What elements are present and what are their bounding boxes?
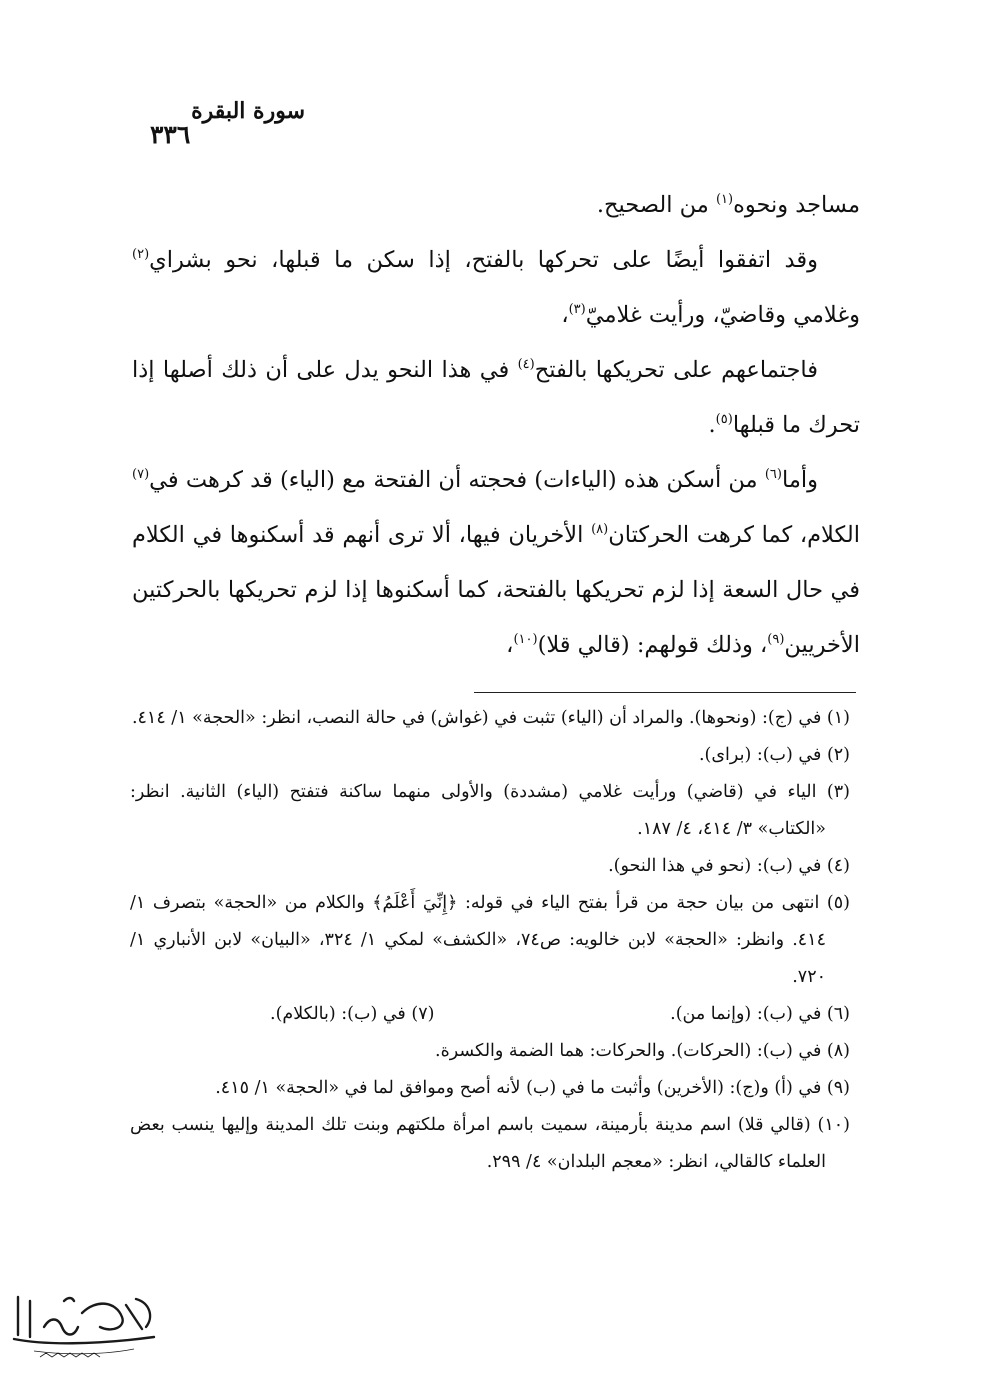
footnote-9: (٩) في (أ) و(ج): (الأخرين) وأثبت ما في (ب) لأنه أصح وموافق لما في «الحجة» ١/ ٤١٥. <box>215 1078 850 1098</box>
footnote-10: (١٠) (قالي قلا) اسم مدينة بأرمينة، سميت باسم امرأة ملكتهم وبنت تلك المدينة وإليها ينسب بعض العلماء كالقالي، انظر: «معجم البلدان» ٤/ ٢٩٩. <box>130 1115 850 1172</box>
text-run: وأما <box>781 467 818 493</box>
text-run: في هذا النحو يدل على أن ذلك أصلها إذا تحرك ما قبلها <box>132 357 860 438</box>
paragraph-2 <box>132 233 860 343</box>
footnote-7: (٧) في (ب): (بالكلام). <box>270 1004 435 1024</box>
footnote-ref: (٦) <box>764 467 782 482</box>
main-text <box>132 178 860 673</box>
footnote-ref: (٨) <box>591 522 609 537</box>
text-run: ، <box>506 632 514 658</box>
page-number: ٣٣٦ <box>150 120 191 149</box>
footnote-3: (٣) الياء في (قاضي) ورأيت غلامي (مشددة) والأولى منهما ساكنة فتفتح (الياء) الثانية. انظر: «الكتاب» ٣/ ٤١٤، ٤/ ١٨٧. <box>130 782 850 839</box>
footnote-2: (٢) في (ب): (براى). <box>698 745 850 765</box>
text-run: فاجتماعهم على تحريكها بالفتح <box>534 357 819 383</box>
page-header <box>150 98 860 158</box>
footnote-4: (٤) في (ب): (نحو في هذا النحو). <box>608 856 850 876</box>
text-run: الأخريان فيها، ألا ترى أنهم قد أسكنوها في الكلام في حال السعة إذا لزم تحريكها بالفتحة، كما أسكنوها إذا لزم تحريكها بالحركتين الأخريين <box>132 522 860 658</box>
footnote-ref: (٥) <box>715 412 733 427</box>
surah-title: سورة البقرة <box>191 98 305 124</box>
footnote-ref: (١٠) <box>513 632 538 647</box>
text-run: . <box>708 412 716 438</box>
text-run: مساجد ونحوه <box>733 192 860 218</box>
footnote-6: (٦) في (ب): (وإنما من). <box>670 1004 850 1024</box>
footnote-8: (٨) في (ب): (الحركات). والحركات: هما الضمة والكسرة. <box>435 1041 850 1061</box>
text-run: ، <box>561 302 569 328</box>
footnote-row-6-7 <box>270 996 850 1033</box>
text-run: من أسكن هذه (الياءات) فحجته أن الفتحة مع (الياء) قد كرهت في <box>149 467 765 493</box>
footnote-ref: (١) <box>715 192 734 207</box>
footnote-ref: (٣) <box>568 302 586 317</box>
footnote-separator <box>474 692 856 693</box>
text-run: ، وذلك قولهم: (قالي قلا) <box>537 632 768 658</box>
paragraph-1 <box>132 178 860 233</box>
footnote-5: (٥) انتهى من بيان حجة من قرأ بفتح الياء في قوله: ﴿إِنِّيَ أَعْلَمُ﴾ والكلام من «الحجة» بتصرف ١/ ٤١٤. وانظر: «الحجة» لابن خالويه: ص٧٤، «الكشف» لمكي ١/ ٣٢٤، «البيان» لابن الأنباري ١/ ٧٢٠. <box>130 893 850 987</box>
text-run: الكلام، كما كرهت الحركتان <box>608 522 860 548</box>
footnote-ref: (٤) <box>517 357 535 372</box>
text-run: من الصحيح. <box>596 192 716 218</box>
footnote-1: (١) في (ج): (ونحوها). والمراد أن (الياء) تثبت في (غواش) في حالة النصب، انظر: «الحجة» ١/ ٤١٤. <box>131 708 850 728</box>
paragraph-4 <box>132 453 860 673</box>
footnote-ref: (٧) <box>132 467 150 482</box>
calligraphy-watermark-logo <box>4 1283 164 1363</box>
text-run: وقد اتفقوا أيضًا على تحركها بالفتح، إذا سكن ما قبلها، نحو بشراي <box>149 247 818 273</box>
text-run: وغلامي وقاضيّ، ورأيت غلاميّ <box>585 302 860 328</box>
footnotes <box>130 700 850 1181</box>
footnote-ref: (٢) <box>132 247 150 262</box>
paragraph-3 <box>132 343 860 453</box>
footnote-ref: (٩) <box>767 632 785 647</box>
